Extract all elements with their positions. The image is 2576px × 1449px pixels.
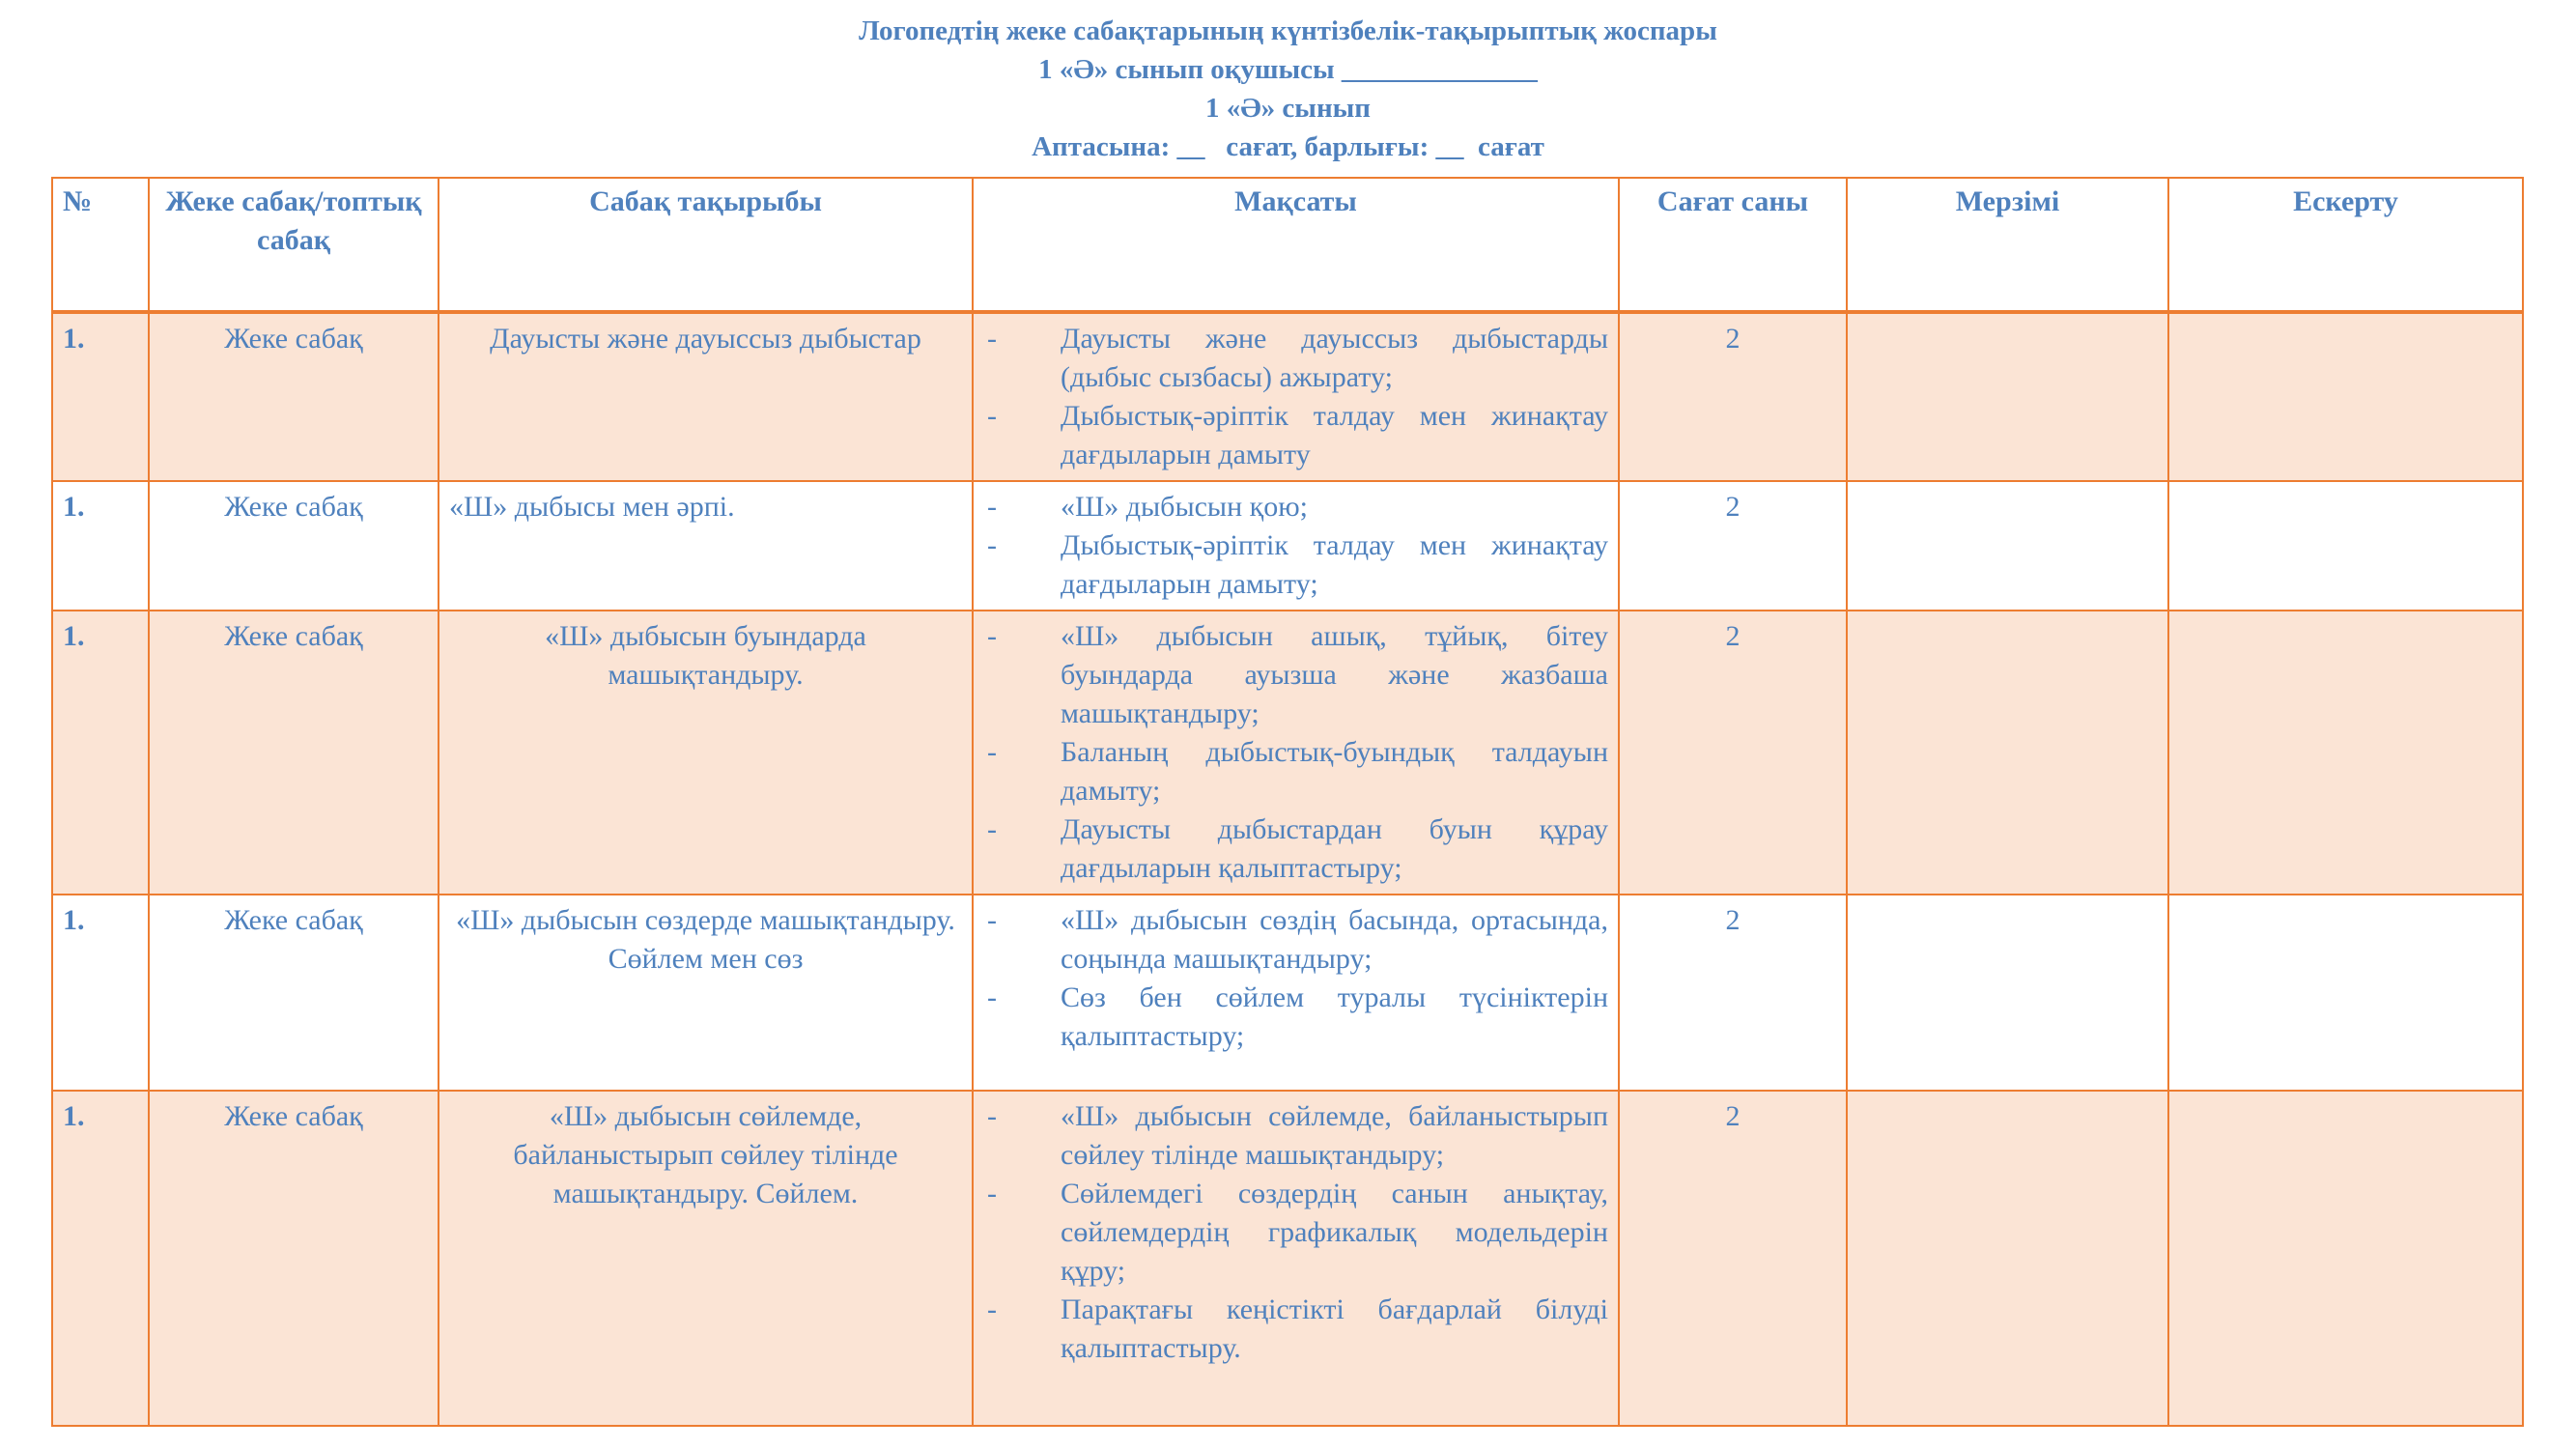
hours-per-week-line: Аптасына: __ сағат, барлығы: __ сағат xyxy=(1032,131,1544,162)
goal-item: - Баланың дыбыстық-буындық талдауын дамыту; xyxy=(987,736,1608,807)
row-goals xyxy=(973,312,1619,481)
row-note xyxy=(2168,611,2523,895)
table-row xyxy=(52,895,2523,1091)
header-goals: Мақсаты xyxy=(973,178,1619,312)
header-date: Мерзімі xyxy=(1847,178,2168,312)
row-number: 1. xyxy=(52,312,149,481)
goal-item: - «Ш» дыбысын ашық, тұйық, бітеу буындарда ауызша және жазбаша машықтандыру; xyxy=(987,620,1608,729)
row-goals xyxy=(973,611,1619,895)
row-note xyxy=(2168,1091,2523,1426)
row-goals xyxy=(973,895,1619,1091)
row-hours: 2 xyxy=(1619,481,1847,611)
row-goals xyxy=(973,1091,1619,1426)
goal-item: - «Ш» дыбысын қою; xyxy=(987,491,1308,523)
goal-item: - Дыбыстық-әріптік талдау мен жинақтау дағдыларын дамыту xyxy=(987,400,1608,470)
table-header-row xyxy=(52,178,2523,312)
row-number: 1. xyxy=(52,895,149,1091)
row-date xyxy=(1847,895,2168,1091)
row-lesson-type: Жеке сабақ xyxy=(149,611,439,895)
header-lesson-type: Жеке сабақ/топтық сабақ xyxy=(149,178,439,312)
row-number: 1. xyxy=(52,611,149,895)
row-lesson-type: Жеке сабақ xyxy=(149,312,439,481)
row-note xyxy=(2168,895,2523,1091)
row-date xyxy=(1847,312,2168,481)
goal-item: - Дауысты дыбыстардан буын құрау дағдыларын қалыптастыру; xyxy=(987,813,1608,884)
row-lesson-type: Жеке сабақ xyxy=(149,895,439,1091)
row-number: 1. xyxy=(52,1091,149,1426)
row-lesson-type: Жеке сабақ xyxy=(149,1091,439,1426)
row-topic: Дауысты және дауыссыз дыбыстар xyxy=(439,312,973,481)
header-topic: Сабақ тақырыбы xyxy=(439,178,973,312)
row-note xyxy=(2168,312,2523,481)
goal-item: - Дыбыстық-әріптік талдау мен жинақтау дағдыларын дамыту; xyxy=(987,529,1608,600)
goal-item: - Сөйлемдегі сөздердің санын анықтау, сөйлемдердің графикалық модельдерін құру; xyxy=(987,1178,1608,1287)
goal-item: - «Ш» дыбысын сөздің басында, ортасында, соңында машықтандыру; xyxy=(987,904,1608,975)
lesson-plan-table xyxy=(51,177,2524,1427)
row-date xyxy=(1847,611,2168,895)
row-date xyxy=(1847,481,2168,611)
table-row xyxy=(52,481,2523,611)
row-number: 1. xyxy=(52,481,149,611)
student-line: 1 «Ә» сынып оқушысы ______________ xyxy=(1038,54,1538,85)
row-note xyxy=(2168,481,2523,611)
header-number: № xyxy=(52,178,149,312)
row-hours: 2 xyxy=(1619,895,1847,1091)
row-goals xyxy=(973,481,1619,611)
class-line: 1 «Ә» сынып xyxy=(1205,93,1371,124)
goal-item: - Дауысты және дауыссыз дыбыстарды (дыбыс сызбасы) ажырату; xyxy=(987,323,1608,393)
header-note: Ескерту xyxy=(2168,178,2523,312)
row-topic: «Ш» дыбысы мен әрпі. xyxy=(439,481,973,611)
row-hours: 2 xyxy=(1619,312,1847,481)
row-lesson-type: Жеке сабақ xyxy=(149,481,439,611)
goal-item: - Сөз бен сөйлем туралы түсініктерін қалыптастыру; xyxy=(987,981,1608,1052)
header-hours: Сағат саны xyxy=(1619,178,1847,312)
document-title: Логопедтің жеке сабақтарының күнтізбелік-тақырыптық жоспары xyxy=(859,15,1717,46)
row-topic: «Ш» дыбысын сөздерде машықтандыру. Сөйлем мен сөз xyxy=(439,895,973,1091)
row-hours: 2 xyxy=(1619,611,1847,895)
row-topic: «Ш» дыбысын буындарда машықтандыру. xyxy=(439,611,973,895)
document-header xyxy=(0,12,2576,166)
table-row xyxy=(52,611,2523,895)
row-topic: «Ш» дыбысын сөйлемде, байланыстырып сөйлеу тілінде машықтандыру. Сөйлем. xyxy=(439,1091,973,1426)
goal-item: - «Ш» дыбысын сөйлемде, байланыстырып сөйлеу тілінде машықтандыру; xyxy=(987,1100,1608,1171)
row-hours: 2 xyxy=(1619,1091,1847,1426)
goal-item: - Парақтағы кеңістікті бағдарлай білуді қалыптастыру. xyxy=(987,1293,1608,1364)
row-date xyxy=(1847,1091,2168,1426)
table-row xyxy=(52,312,2523,481)
table-row xyxy=(52,1091,2523,1426)
